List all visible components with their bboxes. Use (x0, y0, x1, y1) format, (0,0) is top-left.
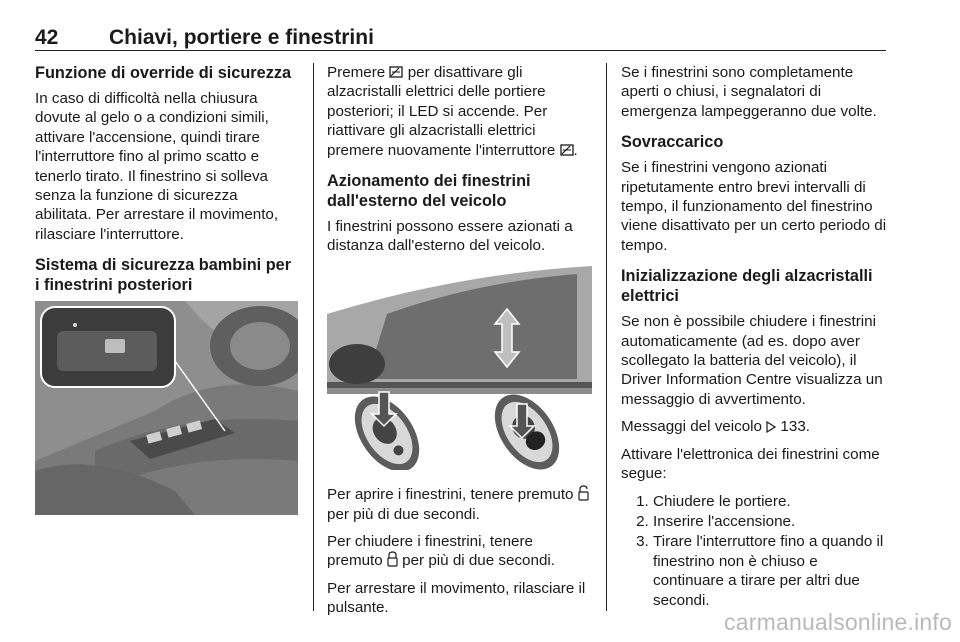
override-paragraph: In caso di difficoltà nella chiusura dovute al gelo o a condizioni simili, attivare l'accensione, quindi tirare l'interruttore fino al primo scatto e tenerlo tirato. Il finestrino si solleva senza la funzione di sicurezza abilitata. Per arrestare il movimento, rilasciare l'interruttore. (35, 90, 279, 243)
hazard-paragraph: Se i finestrini sono completamente aperti o chiusi, i segnalatori di emergenza lampeggeranno due volte. (621, 64, 877, 120)
unlock-key-icon (578, 485, 589, 501)
child-lock-window-icon (389, 65, 403, 79)
column-divider (313, 63, 314, 611)
child-lock-paragraph: Premere per disattivare gli alzacristalli elettrici delle portiere posteriori; il LED si accende. Per riattivare gli alzacristalli elettrici premere nuovamente l'interruttore . (327, 64, 578, 159)
activate-paragraph: Attivare l'elettronica dei finestrini come segue: (621, 445, 880, 483)
stop-movement-paragraph: Per arrestare il movimento, rilasciare il pulsante. (327, 579, 586, 617)
init-paragraph: Se non è possibile chiudere i finestrini automaticamente (ad es. dopo aver scollegato la batteria del veicolo), il Driver Information Centre visualizza un messaggio di avvertimento. (621, 313, 883, 408)
header-rule (35, 50, 886, 51)
lock-key-icon (387, 551, 398, 567)
column-3 (621, 63, 887, 611)
column-1 (35, 63, 298, 531)
steps-list (621, 492, 887, 610)
overload-heading: Sovraccarico (621, 133, 724, 152)
remote-heading: Azionamento dei finestrini dall'esterno del veicolo (327, 172, 531, 211)
list-item: 2. Inserire l'accensione. (653, 512, 887, 531)
init-heading: Inizializzazione degli alzacristalli elettrici (621, 267, 873, 306)
column-divider (606, 63, 607, 611)
door-panel-illustration (35, 301, 298, 515)
page-number: 42 (35, 26, 59, 49)
messages-reference: Messaggi del veicolo 133. (621, 418, 810, 436)
watermark: carmanualsonline.info (724, 609, 952, 635)
page-reference-arrow-icon (766, 421, 776, 433)
list-item: 1. Chiudere le portiere. (653, 492, 887, 511)
car-window-and-key-illustration (327, 264, 592, 470)
child-lock-window-icon (560, 143, 574, 157)
override-heading: Funzione di override di sicurezza (35, 64, 292, 82)
open-windows-paragraph: Per aprire i finestrini, tenere premuto per più di due secondi. (327, 485, 592, 524)
remote-window-illustration (327, 264, 592, 475)
list-item: 3. Tirare l'interruttore fino a quando il finestrino non è chiuso e continuare a tirare per altri due secondi. (653, 532, 887, 610)
remote-paragraph: I finestrini possono essere azionati a distanza dall'esterno del veicolo. (327, 218, 573, 255)
close-windows-paragraph: Per chiudere i finestrini, tenere premuto per più di due secondi. (327, 533, 555, 570)
child-lock-heading: Sistema di sicurezza bambini per i finestrini posteriori (35, 256, 292, 295)
column-2 (327, 63, 592, 626)
overload-paragraph: Se i finestrini vengono azionati ripetutamente entro brevi intervalli di tempo, il funzionamento del finestrino viene disattivato per un certo periodo di tempo. (621, 159, 887, 254)
chapter-title: Chiavi, portiere e finestrini (109, 26, 374, 49)
child-lock-illustration (35, 301, 298, 520)
